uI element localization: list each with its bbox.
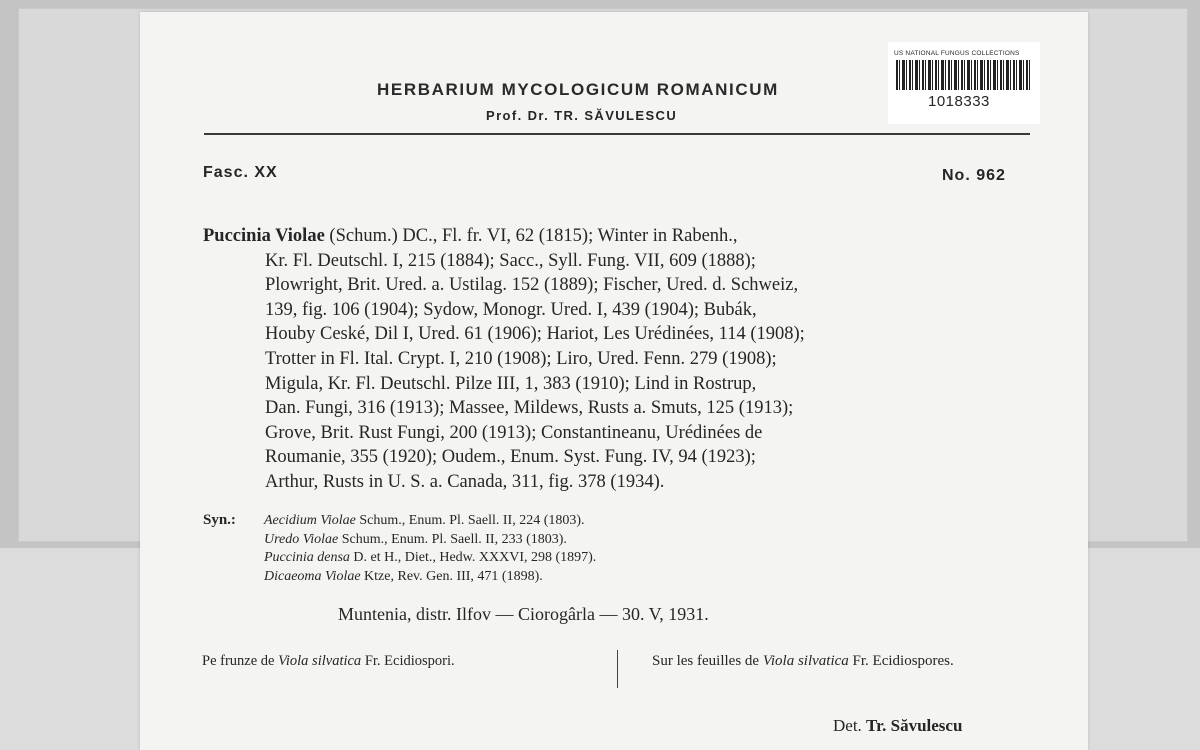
barcode-sticker bbox=[888, 42, 1040, 124]
synonyms-label: Syn.: bbox=[203, 512, 236, 528]
citation-line: Kr. Fl. Deutschl. I, 215 (1884); Sacc., Syll. Fung. VII, 609 (1888); bbox=[265, 250, 756, 271]
determiner-name: Tr. Săvulescu bbox=[866, 716, 963, 735]
herbarium-label bbox=[140, 12, 1088, 750]
determiner bbox=[833, 716, 962, 736]
synonym-item bbox=[264, 512, 596, 531]
host-fr-name: Viola silvatica bbox=[762, 653, 849, 669]
header-rule bbox=[204, 133, 1030, 135]
collection-locality: Muntenia, distr. Ilfov — Ciorogârla — 30. V, 1931. bbox=[338, 604, 709, 624]
citation-line: Grove, Brit. Rust Fungi, 200 (1913); Constantineanu, Urédinées de bbox=[265, 422, 763, 443]
citation-first-line: (Schum.) DC., Fl. fr. VI, 62 (1815); Winter in Rabenh., bbox=[324, 226, 738, 246]
synonyms-list bbox=[264, 512, 596, 586]
synonym-item bbox=[264, 549, 596, 568]
fascicle-number: Fasc. XX bbox=[203, 164, 278, 181]
synonym-name: Uredo Violae bbox=[264, 531, 339, 547]
citation-line: Plowright, Brit. Ured. a. Ustilag. 152 (1889); Fischer, Ured. d. Schweiz, bbox=[265, 275, 799, 296]
synonym-reference: Schum., Enum. Pl. Saell. II, 233 (1803). bbox=[338, 531, 567, 547]
host-ro-suffix: Fr. Ecidiospori. bbox=[361, 653, 455, 669]
host-french bbox=[652, 652, 1042, 671]
citation-line bbox=[203, 224, 1033, 249]
host-romanian bbox=[202, 652, 592, 671]
synonym-name: Aecidium Violae bbox=[264, 513, 356, 528]
synonym-reference: Schum., Enum. Pl. Saell. II, 224 (1803). bbox=[355, 513, 585, 528]
citation-line: Arthur, Rusts in U. S. a. Canada, 311, fig. 378 (1934). bbox=[265, 471, 665, 492]
barcode-label: US NATIONAL FUNGUS COLLECTIONS bbox=[894, 50, 1020, 57]
column-divider bbox=[617, 650, 618, 688]
barcode-number: 1018333 bbox=[928, 93, 990, 110]
synonym-item bbox=[264, 531, 596, 550]
specimen-number: No. 962 bbox=[942, 167, 1006, 184]
species-citation bbox=[203, 224, 1033, 495]
header-subtitle: Prof. Dr. TR. SĂVULESCU bbox=[486, 108, 678, 123]
citation-line: Dan. Fungi, 316 (1913); Massee, Mildews, Rusts a. Smuts, 125 (1913); bbox=[265, 398, 794, 419]
header-title: HERBARIUM MYCOLOGICUM ROMANICUM bbox=[377, 80, 779, 99]
synonym-reference: D. et H., Diet., Hedw. XXXVI, 298 (1897). bbox=[349, 550, 597, 565]
species-name: Puccinia Violae bbox=[203, 226, 325, 246]
synonym-name: Puccinia densa bbox=[264, 550, 350, 565]
determiner-prefix: Det. bbox=[833, 716, 862, 735]
host-fr-suffix: Fr. Ecidiospores. bbox=[848, 653, 954, 669]
synonym-name: Dicaeoma Violae bbox=[264, 568, 361, 584]
synonym-item bbox=[264, 568, 596, 587]
citation-line: Trotter in Fl. Ital. Crypt. I, 210 (1908); Liro, Ured. Fenn. 279 (1908); bbox=[265, 348, 777, 369]
host-ro-name: Viola silvatica bbox=[278, 653, 362, 669]
citation-line: Houby Ceské, Dil I, Ured. 61 (1906); Hariot, Les Urédinées, 114 (1908); bbox=[265, 324, 805, 345]
citation-line: Migula, Kr. Fl. Deutschl. Pilze III, 1, 383 (1910); Lind in Rostrup, bbox=[265, 373, 757, 394]
synonym-reference: Ktze, Rev. Gen. III, 471 (1898). bbox=[360, 568, 543, 584]
host-fr-prefix: Sur les feuilles de bbox=[652, 653, 763, 669]
citation-line: 139, fig. 106 (1904); Sydow, Monogr. Ured. I, 439 (1904); Bubák, bbox=[265, 299, 757, 320]
host-ro-prefix: Pe frunze de bbox=[202, 653, 279, 669]
citation-line: Roumanie, 355 (1920); Oudem., Enum. Syst. Fung. IV, 94 (1923); bbox=[265, 447, 756, 468]
barcode-icon bbox=[896, 60, 1032, 90]
